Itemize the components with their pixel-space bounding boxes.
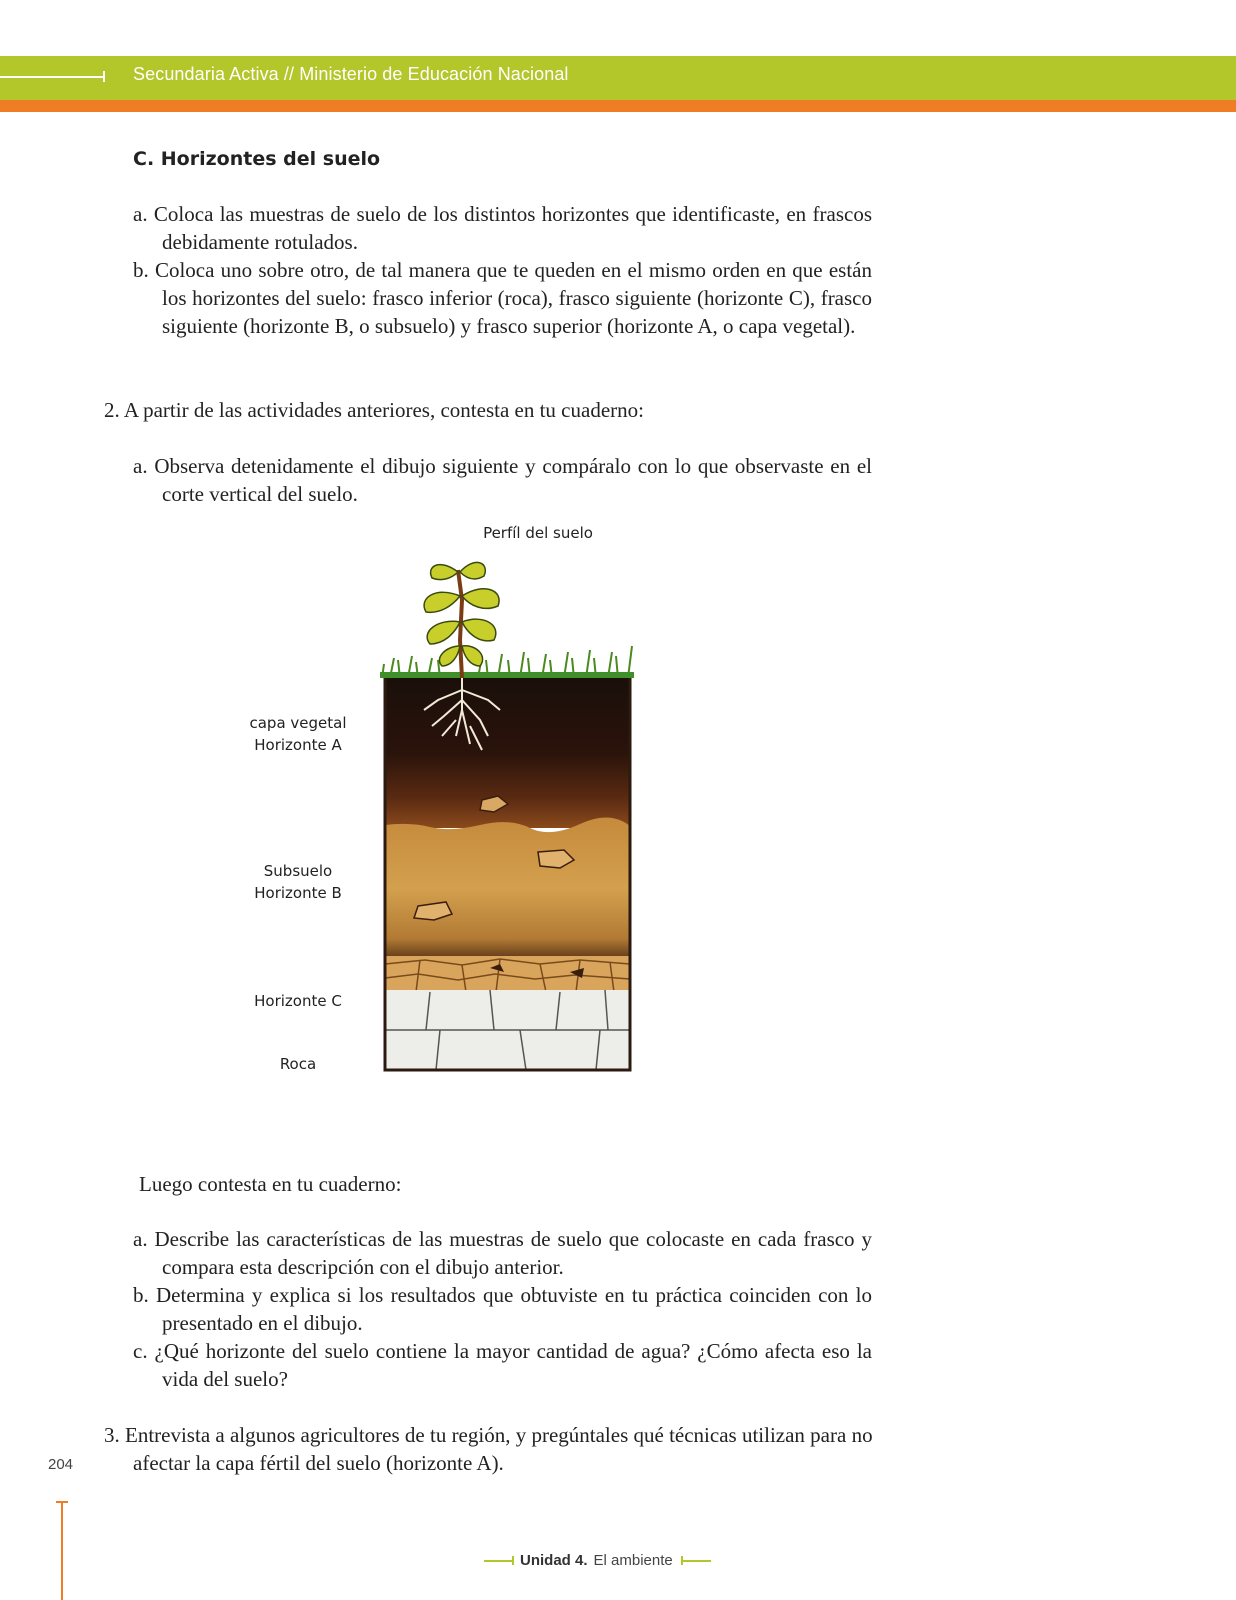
margin-rule	[61, 1502, 63, 1600]
soil-profile-illustration	[370, 560, 660, 1100]
label-capa-vegetal: capa vegetal	[249, 714, 347, 732]
header-rule-tick	[103, 71, 105, 82]
figure-title: Perfíl del suelo	[483, 524, 593, 542]
rock-layer	[385, 990, 630, 1070]
after-item-c: c. ¿Qué horizonte del suelo contiene la mayor cantidad de agua? ¿Cómo afecta eso la vida del suelo?	[133, 1339, 872, 1391]
section-c-item-b: b. Coloca uno sobre otro, de tal manera que te queden en el mismo orden en que están los horizontes del suelo: frasco inferior (roca), frasco siguiente (horizonte C), frasco siguiente (horizonte B, o subsuelo) y frasco superior (horizonte A, o capa vegetal).	[133, 258, 872, 338]
label-roca: Roca	[279, 1055, 317, 1073]
label-subsuelo: Subsuelo	[263, 862, 333, 880]
after-item-b: b. Determina y explica si los resultados que obtuviste en tu práctica coinciden con lo presentado en el dibujo.	[133, 1283, 872, 1335]
after-item-a: a. Describe las características de las muestras de suelo que colocaste en cada frasco y compara esta descripción con el dibujo anterior.	[133, 1227, 872, 1279]
question-2: 2. A partir de las actividades anteriores, contesta en tu cuaderno:	[104, 398, 644, 422]
label-horizonte-b: Horizonte B	[254, 884, 342, 902]
label-horizon-b	[218, 860, 378, 904]
footer-unit: Unidad 4.	[520, 1552, 588, 1569]
after-intro: Luego contesta en tu cuaderno:	[139, 1172, 402, 1196]
question-3: 3. Entrevista a algunos agricultores de tu región, y pregúntales qué técnicas utilizan para no afectar la capa fértil del suelo (horizonte A).	[104, 1423, 873, 1475]
label-horizonte-c: Horizonte C	[254, 992, 342, 1010]
footer-rule-left	[484, 1560, 512, 1562]
horizon-c-layer	[385, 956, 630, 992]
header-title: Secundaria Activa // Ministerio de Educación Nacional	[133, 64, 569, 84]
header-rule	[0, 76, 104, 78]
label-horizonte-a: Horizonte A	[254, 736, 342, 754]
section-heading: C. Horizontes del suelo	[133, 148, 381, 170]
footer-rule-left-tick	[512, 1556, 514, 1565]
horizon-a-layer	[385, 678, 630, 828]
horizon-b-layer	[385, 817, 630, 960]
margin-rule-tick	[56, 1501, 68, 1503]
footer	[484, 1552, 711, 1569]
label-horizon-a	[218, 712, 378, 756]
page-number: 204	[48, 1456, 74, 1473]
footer-topic: El ambiente	[593, 1552, 673, 1569]
footer-rule-right	[683, 1560, 711, 1562]
header-orange-stripe	[0, 100, 1236, 112]
section-c-item-a: a. Coloca las muestras de suelo de los distintos horizontes que identificaste, en frascos debidamente rotulados.	[133, 202, 872, 254]
question-2-item-a: a. Observa detenidamente el dibujo siguiente y compáralo con lo que observaste en el corte vertical del suelo.	[133, 454, 872, 506]
